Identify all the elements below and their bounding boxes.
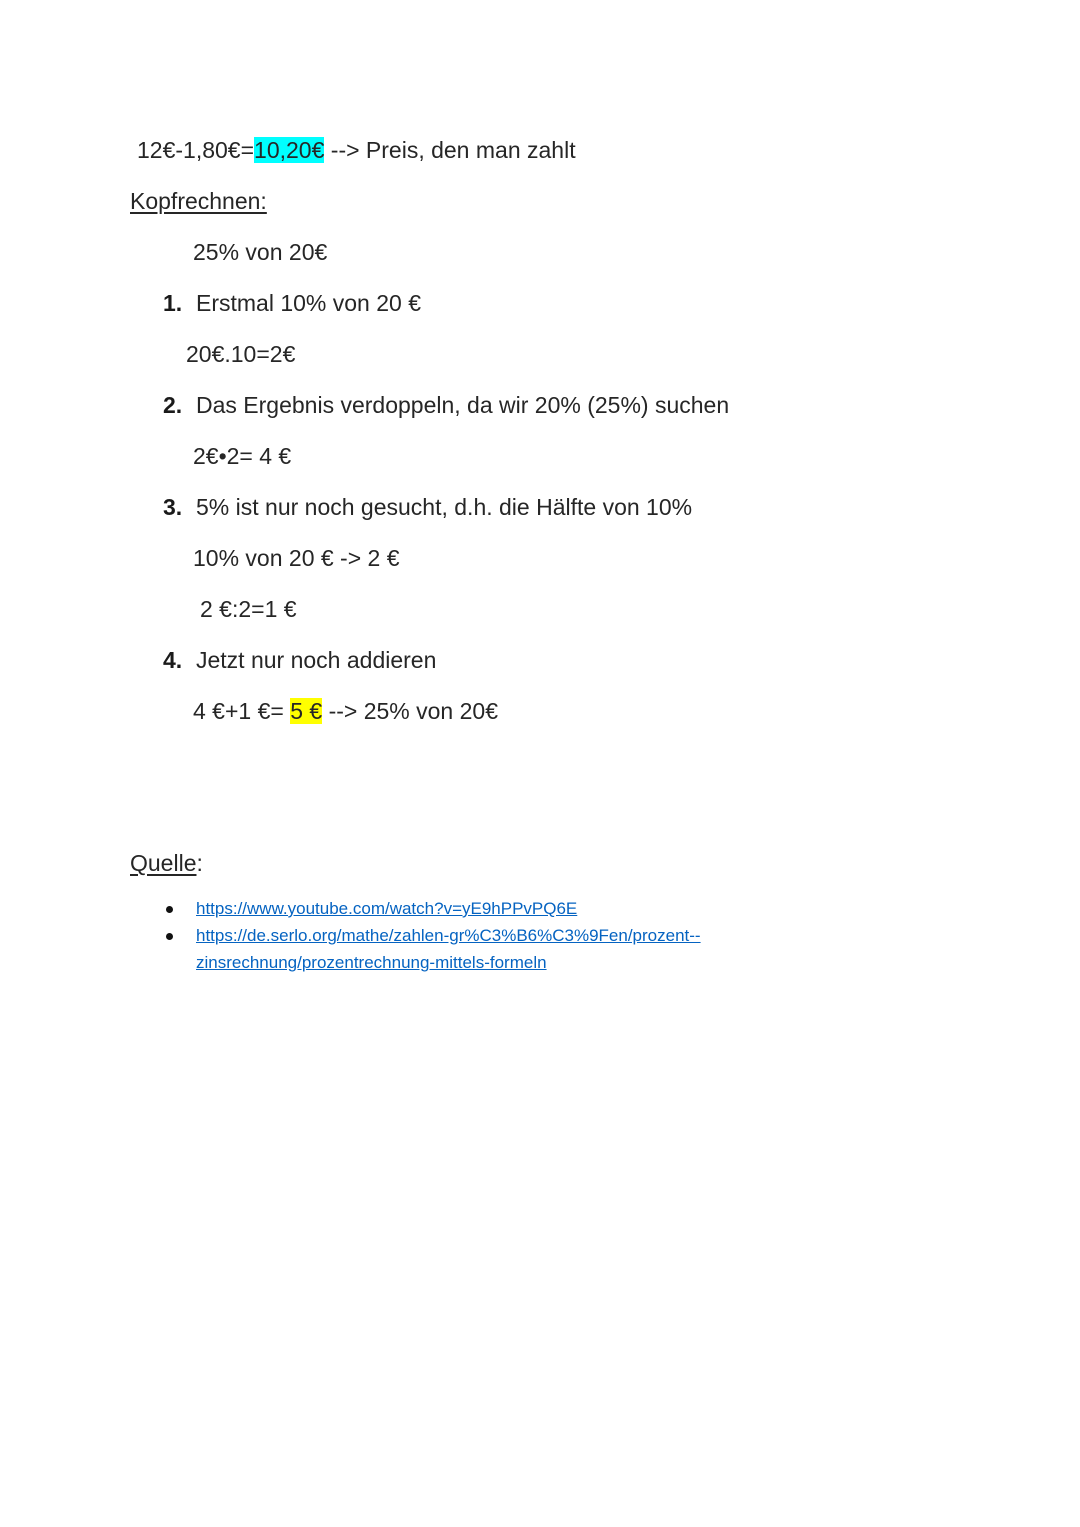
step-4 — [163, 645, 436, 675]
step-1-calc: 20€.10=2€ — [186, 341, 296, 367]
step-1 — [163, 288, 421, 318]
step-number: 1. — [163, 290, 183, 316]
colon: : — [196, 850, 203, 876]
step-3-calc-1: 10% von 20 € -> 2 € — [193, 545, 400, 571]
step-2 — [163, 390, 729, 420]
step-text: Das Ergebnis verdoppeln, da wir 20% (25%) suchen — [196, 392, 730, 418]
sources-heading — [130, 848, 203, 878]
result-note: --> Preis, den man zahlt — [324, 137, 576, 163]
step-text: Erstmal 10% von 20 € — [196, 290, 422, 316]
step-text: 5% ist nur noch gesucht, d.h. die Hälfte von 10% — [196, 494, 693, 520]
highlighted-result: 10,20€ — [254, 137, 325, 163]
step-number: 4. — [163, 647, 183, 673]
highlighted-result: 5 € — [290, 698, 323, 724]
heading-kopfrechnen: Kopfrechnen: — [130, 188, 267, 214]
result-line — [137, 135, 576, 165]
bullet-icon — [166, 933, 173, 940]
step-number: 2. — [163, 392, 183, 418]
bullet-icon — [166, 906, 173, 913]
step-number: 3. — [163, 494, 183, 520]
equation: 12€-1,80€= — [137, 137, 255, 163]
task-line: 25% von 20€ — [193, 239, 328, 265]
step-3 — [163, 492, 692, 522]
source-link-serlo-continued[interactable]: zinsrechnung/prozentrechnung-mittels-formeln — [196, 953, 547, 972]
result-note: --> 25% von 20€ — [322, 698, 498, 724]
source-link-serlo[interactable]: https://de.serlo.org/mathe/zahlen-gr%C3%B6%C3%9Fen/prozent-- — [196, 926, 701, 945]
sources-title: Quelle — [130, 850, 197, 876]
step-3-calc-2: 2 €:2=1 € — [200, 596, 297, 622]
step-2-calc: 2€•2= 4 € — [193, 443, 292, 469]
step-text: Jetzt nur noch addieren — [196, 647, 437, 673]
source-link-youtube[interactable]: https://www.youtube.com/watch?v=yE9hPPvPQ6E — [196, 899, 578, 918]
equation: 4 €+1 €= — [193, 698, 291, 724]
step-4-calc — [193, 696, 498, 726]
